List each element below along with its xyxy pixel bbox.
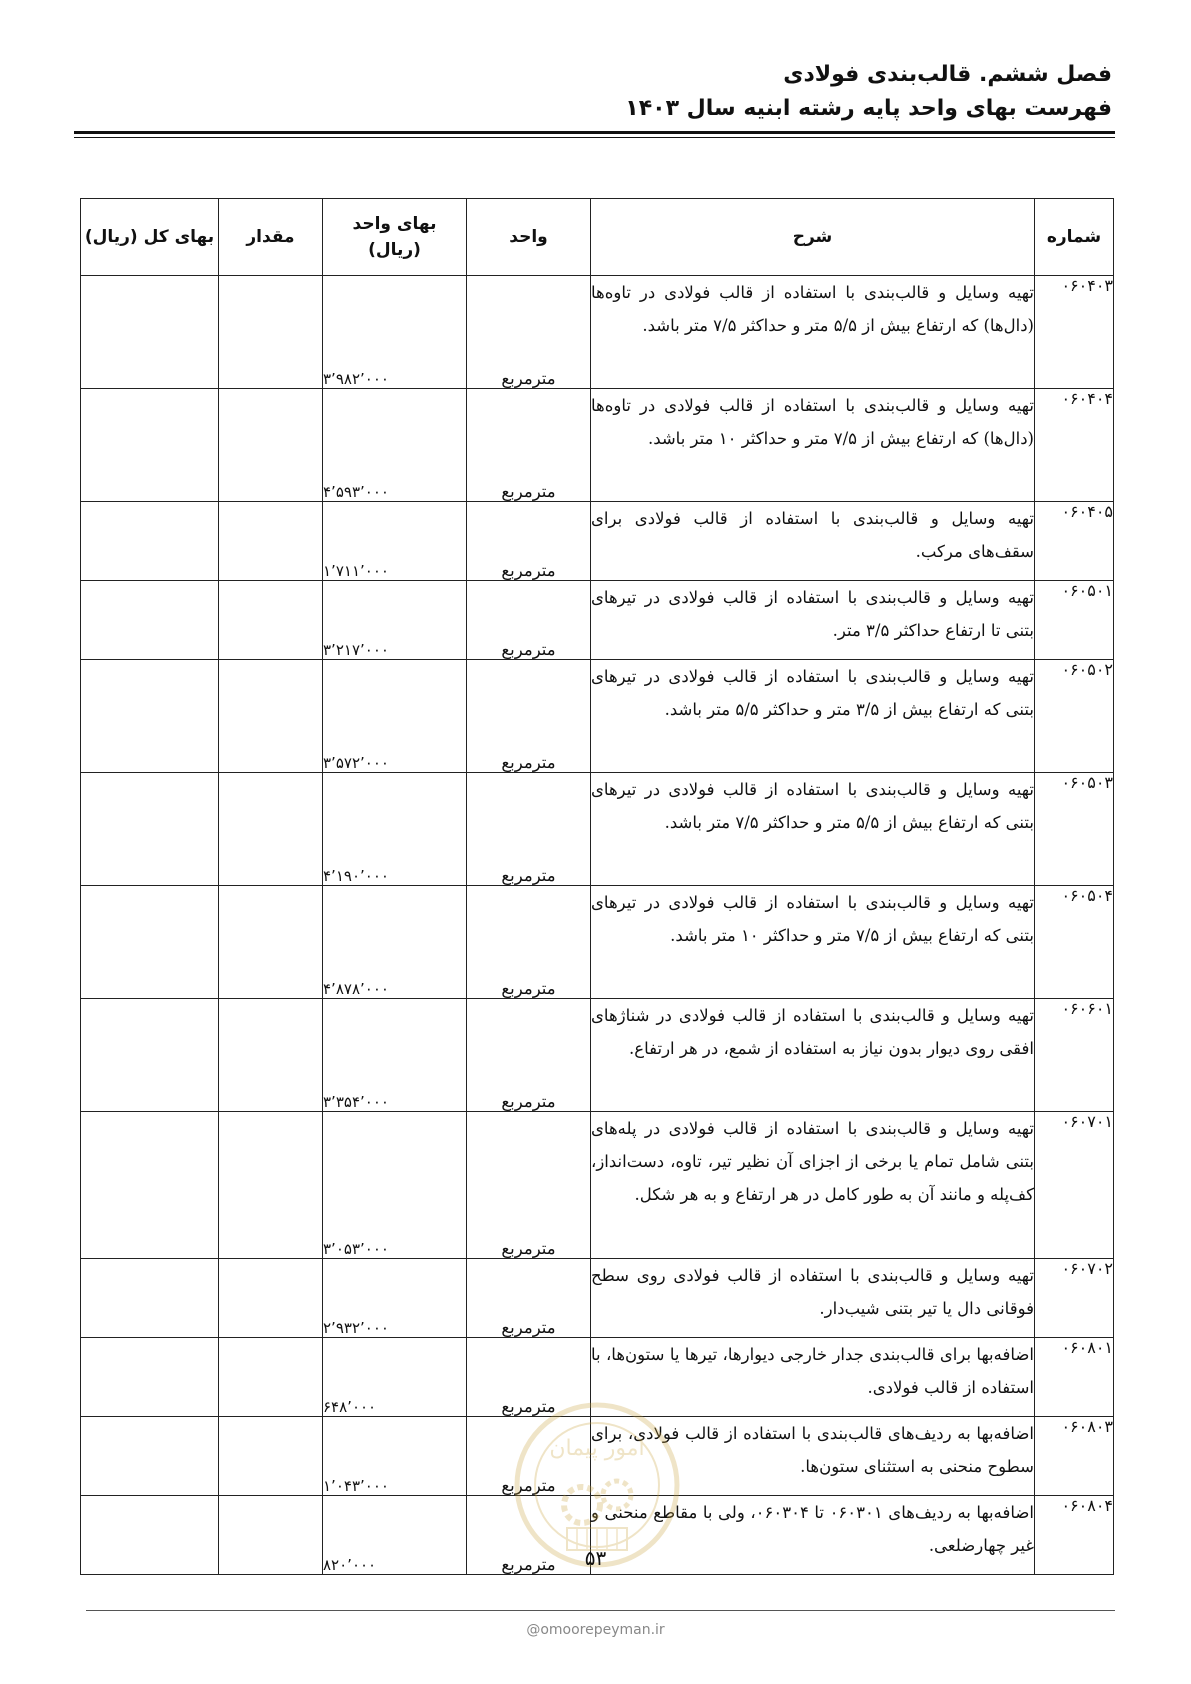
item-description: اضافه‌بها برای قالب‌بندی جدار خارجی دیوارها، تیرها یا ستون‌ها، با استفاده از قالب فولادی.	[591, 1338, 1035, 1417]
item-quantity	[219, 999, 323, 1112]
item-description: تهیه وسایل و قالب‌بندی با استفاده از قالب فولادی روی سطح فوقانی دال یا تیر بتنی شیب‌دار.	[591, 1259, 1035, 1338]
item-code: ۰۶۰۶۰۱	[1035, 999, 1114, 1112]
item-code: ۰۶۰۴۰۳	[1035, 276, 1114, 389]
item-total	[81, 276, 219, 389]
item-unit-price: ۳٬۳۵۴٬۰۰۰	[323, 999, 467, 1112]
table-row	[81, 660, 1114, 773]
document-subtitle: فهرست بهای واحد پایه رشته ابنیه سال ۱۴۰۳	[625, 96, 1112, 121]
table-row	[81, 276, 1114, 389]
item-unit-price: ۱٬۷۱۱٬۰۰۰	[323, 502, 467, 581]
website-watermark: @omoorepeyman.ir	[526, 1622, 665, 1638]
table-row	[81, 886, 1114, 999]
item-total	[81, 1338, 219, 1417]
item-total	[81, 1259, 219, 1338]
item-unit-price: ۴٬۵۹۳٬۰۰۰	[323, 389, 467, 502]
price-table	[80, 198, 1114, 1575]
item-description: تهیه وسایل و قالب‌بندی با استفاده از قالب فولادی برای سقف‌های مرکب.	[591, 502, 1035, 581]
column-header-total: بهای کل (ریال)	[81, 199, 219, 276]
page-number: ۵۳	[584, 1546, 607, 1570]
item-total	[81, 581, 219, 660]
item-code: ۰۶۰۵۰۲	[1035, 660, 1114, 773]
item-unit: مترمربع	[467, 1338, 591, 1417]
item-code: ۰۶۰۸۰۴	[1035, 1496, 1114, 1575]
table-header-row	[81, 199, 1114, 276]
item-unit-price: ۲٬۹۳۲٬۰۰۰	[323, 1259, 467, 1338]
item-quantity	[219, 1259, 323, 1338]
item-quantity	[219, 1112, 323, 1259]
column-header-quantity: مقدار	[219, 199, 323, 276]
item-quantity	[219, 773, 323, 886]
item-quantity	[219, 276, 323, 389]
item-quantity	[219, 886, 323, 999]
item-code: ۰۶۰۴۰۴	[1035, 389, 1114, 502]
item-description: تهیه وسایل و قالب‌بندی با استفاده از قالب فولادی در پله‌های بتنی شامل تمام یا برخی از اجزای آن نظیر تیر، تاوه، دست‌انداز، کف‌پله و مانند آن به طور کامل در هر ارتفاع و به هر شکل.	[591, 1112, 1035, 1259]
item-unit: مترمربع	[467, 999, 591, 1112]
item-quantity	[219, 1417, 323, 1496]
item-total	[81, 773, 219, 886]
item-code: ۰۶۰۵۰۳	[1035, 773, 1114, 886]
item-unit: مترمربع	[467, 660, 591, 773]
item-description: تهیه وسایل و قالب‌بندی با استفاده از قالب فولادی در تاوه‌ها (دال‌ها) که ارتفاع بیش از ۵/۵ متر و حداکثر ۷/۵ متر باشد.	[591, 276, 1035, 389]
item-total	[81, 1417, 219, 1496]
item-code: ۰۶۰۸۰۳	[1035, 1417, 1114, 1496]
table-row	[81, 1259, 1114, 1338]
column-header-unit-price: بهای واحد (ریال)	[323, 199, 467, 276]
item-code: ۰۶۰۸۰۱	[1035, 1338, 1114, 1417]
item-unit: مترمربع	[467, 389, 591, 502]
footer-divider	[86, 1610, 1115, 1611]
item-description: تهیه وسایل و قالب‌بندی با استفاده از قالب فولادی در تاوه‌ها (دال‌ها) که ارتفاع بیش از ۷/۵ متر و حداکثر ۱۰ متر باشد.	[591, 389, 1035, 502]
item-unit: مترمربع	[467, 1259, 591, 1338]
item-total	[81, 886, 219, 999]
table-row	[81, 502, 1114, 581]
item-code: ۰۶۰۴۰۵	[1035, 502, 1114, 581]
item-description: اضافه‌بها به ردیف‌های قالب‌بندی با استفاده از قالب فولادی، برای سطوح منحنی به استثنای ستون‌ها.	[591, 1417, 1035, 1496]
chapter-title: فصل ششم. قالب‌بندی فولادی	[783, 62, 1112, 87]
item-total	[81, 660, 219, 773]
item-description: تهیه وسایل و قالب‌بندی با استفاده از قالب فولادی در تیرهای بتنی که ارتفاع بیش از ۵/۵ متر و حداکثر ۷/۵ متر باشد.	[591, 773, 1035, 886]
item-total	[81, 1112, 219, 1259]
item-description: تهیه وسایل و قالب‌بندی با استفاده از قالب فولادی در تیرهای بتنی که ارتفاع بیش از ۳/۵ متر و حداکثر ۵/۵ متر باشد.	[591, 660, 1035, 773]
item-unit-price: ۱٬۰۴۳٬۰۰۰	[323, 1417, 467, 1496]
item-unit: مترمربع	[467, 1112, 591, 1259]
table-row	[81, 999, 1114, 1112]
item-unit: مترمربع	[467, 581, 591, 660]
table-row	[81, 581, 1114, 660]
page-header	[79, 58, 1112, 126]
watermark-text: امور پیمان	[549, 1436, 645, 1461]
table-row	[81, 1112, 1114, 1259]
item-unit-price: ۴٬۸۷۸٬۰۰۰	[323, 886, 467, 999]
item-code: ۰۶۰۵۰۴	[1035, 886, 1114, 999]
item-unit: مترمربع	[467, 773, 591, 886]
item-unit-price: ۴٬۱۹۰٬۰۰۰	[323, 773, 467, 886]
table-row	[81, 773, 1114, 886]
item-unit: مترمربع	[467, 276, 591, 389]
column-header-description: شرح	[591, 199, 1035, 276]
item-code: ۰۶۰۷۰۱	[1035, 1112, 1114, 1259]
table-row	[81, 1417, 1114, 1496]
item-unit-price: ۳٬۵۷۲٬۰۰۰	[323, 660, 467, 773]
item-unit-price: ۳٬۹۸۲٬۰۰۰	[323, 276, 467, 389]
item-unit: مترمربع	[467, 1417, 591, 1496]
item-total	[81, 999, 219, 1112]
item-unit-price: ۳٬۰۵۳٬۰۰۰	[323, 1112, 467, 1259]
item-unit-price: ۸۲۰٬۰۰۰	[323, 1496, 467, 1575]
item-quantity	[219, 502, 323, 581]
item-description: تهیه وسایل و قالب‌بندی با استفاده از قالب فولادی در شناژهای افقی روی دیوار بدون نیاز به استفاده از شمع، در هر ارتفاع.	[591, 999, 1035, 1112]
table-row	[81, 1338, 1114, 1417]
column-header-code: شماره	[1035, 199, 1114, 276]
item-unit: مترمربع	[467, 502, 591, 581]
item-quantity	[219, 660, 323, 773]
item-quantity	[219, 389, 323, 502]
header-divider-thin	[74, 137, 1115, 138]
item-total	[81, 389, 219, 502]
item-code: ۰۶۰۷۰۲	[1035, 1259, 1114, 1338]
item-total	[81, 502, 219, 581]
item-quantity	[219, 581, 323, 660]
item-description: اضافه‌بها به ردیف‌های ۰۶۰۳۰۱ تا ۰۶۰۳۰۴، ولی با مقاطع منحنی و غیر چهارضلعی.	[591, 1496, 1035, 1575]
table-row	[81, 389, 1114, 502]
item-unit: مترمربع	[467, 1496, 591, 1575]
item-quantity	[219, 1338, 323, 1417]
header-divider-thick	[74, 131, 1115, 134]
item-code: ۰۶۰۵۰۱	[1035, 581, 1114, 660]
item-unit-price: ۶۴۸٬۰۰۰	[323, 1338, 467, 1417]
item-unit: مترمربع	[467, 886, 591, 999]
item-description: تهیه وسایل و قالب‌بندی با استفاده از قالب فولادی در تیرهای بتنی تا ارتفاع حداکثر ۳/۵ متر.	[591, 581, 1035, 660]
item-description: تهیه وسایل و قالب‌بندی با استفاده از قالب فولادی در تیرهای بتنی که ارتفاع بیش از ۷/۵ متر و حداکثر ۱۰ متر باشد.	[591, 886, 1035, 999]
item-unit-price: ۳٬۲۱۷٬۰۰۰	[323, 581, 467, 660]
column-header-unit: واحد	[467, 199, 591, 276]
